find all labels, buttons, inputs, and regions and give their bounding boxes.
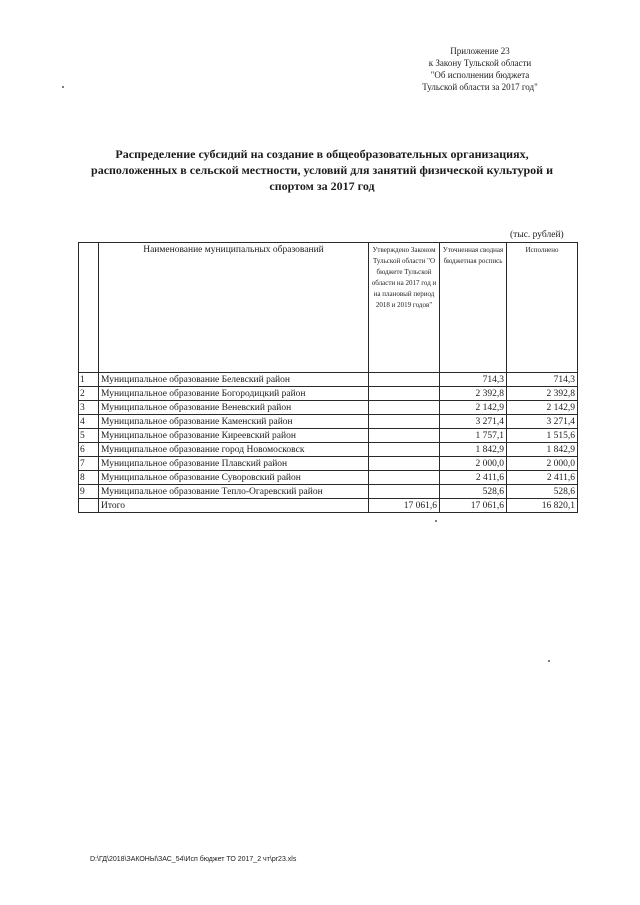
title-line-1: Распределение субсидий на создание в общеобразовательных организациях, (115, 147, 529, 161)
row-name: Муниципальное образование Плавский район (99, 457, 369, 471)
row-number: 9 (79, 485, 99, 499)
row-name: Муниципальное образование Богородицкий район (99, 387, 369, 401)
row-number: 7 (79, 457, 99, 471)
row-executed: 2 000,0 (507, 457, 578, 471)
header-executed: Исполнено (507, 243, 578, 373)
row-executed: 528,6 (507, 485, 578, 499)
row-name: Муниципальное образование город Новомосковск (99, 443, 369, 457)
row-revised: 528,6 (440, 485, 507, 499)
row-number: 2 (79, 387, 99, 401)
appendix-line-3: "Об исполнении бюджета (430, 70, 530, 80)
scan-speck (62, 86, 64, 88)
row-name: Муниципальное образование Киреевский район (99, 429, 369, 443)
row-executed: 2 142,9 (507, 401, 578, 415)
row-revised: 2 411,6 (440, 471, 507, 485)
table-row (79, 415, 578, 429)
row-number: 8 (79, 471, 99, 485)
row-executed: 3 271,4 (507, 415, 578, 429)
row-executed: 1 515,6 (507, 429, 578, 443)
row-executed: 1 842,9 (507, 443, 578, 457)
file-path-footer: D:\ГД\2018\ЗАКОНЫ\ЗАС_54\Исп бюджет ТО 2017_2 чт\pr23.xls (90, 856, 297, 863)
total-approved: 17 061,6 (369, 499, 440, 513)
row-revised: 2 000,0 (440, 457, 507, 471)
row-name: Муниципальное образование Веневский район (99, 401, 369, 415)
units-label: (тыс. рублей) (510, 230, 564, 240)
header-approved: Утверждено Законом Тульской области "О бюджете Тульской области на 2017 год и на плановый период 2018 и 2019 годов" (369, 243, 440, 373)
table-row (79, 373, 578, 387)
title-line-2: расположенных в сельской местности, условий для занятий физической культурой и (91, 163, 553, 177)
table-row (79, 387, 578, 401)
row-approved (369, 457, 440, 471)
row-approved (369, 415, 440, 429)
table-row (79, 429, 578, 443)
row-name: Муниципальное образование Суворовский район (99, 471, 369, 485)
row-approved (369, 471, 440, 485)
appendix-line-4: Тульской области за 2017 год" (422, 82, 538, 92)
table-row (79, 485, 578, 499)
scan-speck (435, 520, 437, 522)
appendix-line-1: Приложение 23 (450, 46, 510, 56)
row-number: 1 (79, 373, 99, 387)
document-title (80, 146, 564, 194)
table-header-row (79, 243, 578, 373)
table-row (79, 471, 578, 485)
row-executed: 2 411,6 (507, 471, 578, 485)
row-approved (369, 401, 440, 415)
subsidy-table (78, 242, 578, 513)
title-line-3: спортом за 2017 год (269, 179, 375, 193)
row-revised: 3 271,4 (440, 415, 507, 429)
row-number: 6 (79, 443, 99, 457)
total-label: Итого (99, 499, 369, 513)
row-name: Муниципальное образование Тепло-Огаревский район (99, 485, 369, 499)
table-row (79, 443, 578, 457)
row-revised: 2 142,9 (440, 401, 507, 415)
row-approved (369, 387, 440, 401)
appendix-block (405, 45, 555, 93)
total-number (79, 499, 99, 513)
table-row (79, 457, 578, 471)
row-name: Муниципальное образование Белевский район (99, 373, 369, 387)
total-revised: 17 061,6 (440, 499, 507, 513)
row-executed: 2 392,8 (507, 387, 578, 401)
scan-speck (548, 660, 550, 662)
row-number: 5 (79, 429, 99, 443)
table-total-row (79, 499, 578, 513)
header-name: Наименование муниципальных образований (99, 243, 369, 373)
header-revised: Уточненная сводная бюджетная роспись (440, 243, 507, 373)
appendix-line-2: к Закону Тульской области (428, 58, 532, 68)
row-approved (369, 373, 440, 387)
header-number (79, 243, 99, 373)
total-executed: 16 820,1 (507, 499, 578, 513)
row-name: Муниципальное образование Каменский район (99, 415, 369, 429)
table-row (79, 401, 578, 415)
row-approved (369, 443, 440, 457)
row-revised: 2 392,8 (440, 387, 507, 401)
row-number: 4 (79, 415, 99, 429)
row-approved (369, 485, 440, 499)
row-executed: 714,3 (507, 373, 578, 387)
row-number: 3 (79, 401, 99, 415)
row-revised: 1 842,9 (440, 443, 507, 457)
row-approved (369, 429, 440, 443)
row-revised: 714,3 (440, 373, 507, 387)
row-revised: 1 757,1 (440, 429, 507, 443)
